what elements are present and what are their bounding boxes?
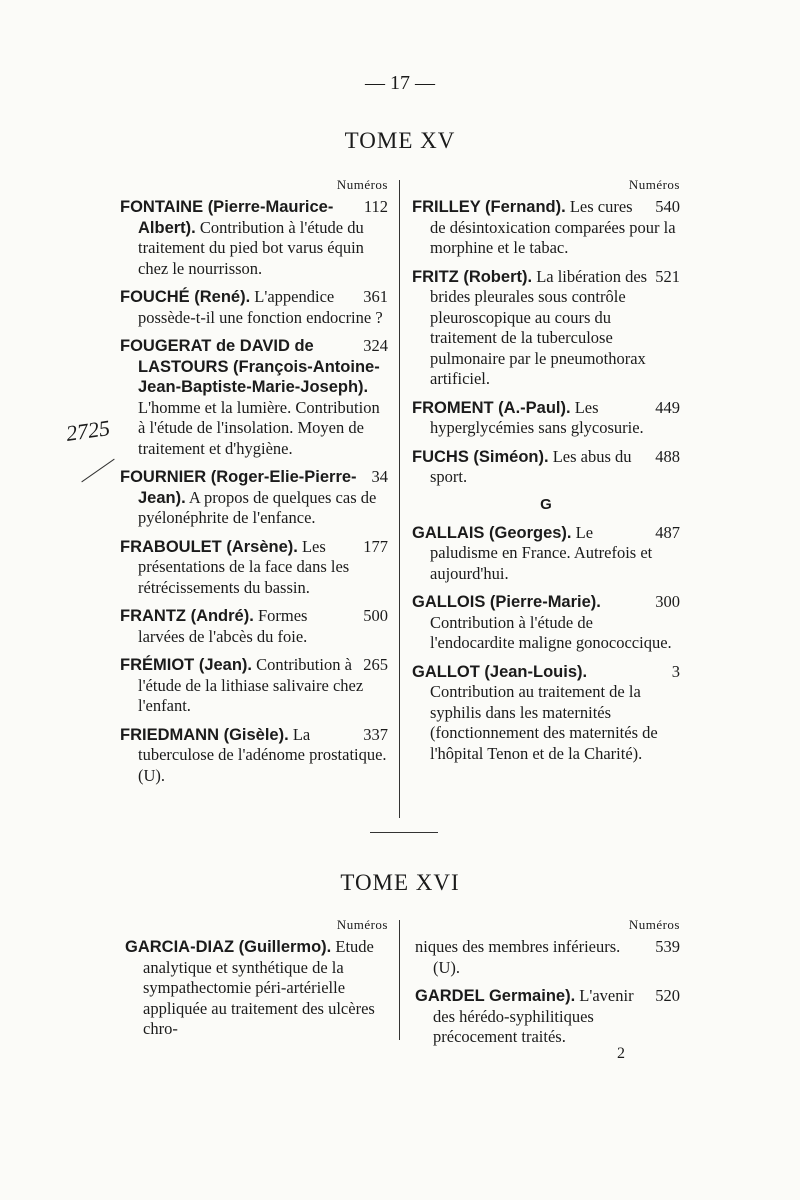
index-entry (120, 606, 388, 647)
entry-number: 520 (655, 986, 680, 1005)
margin-pen-stroke (81, 459, 114, 483)
index-entry (120, 537, 388, 599)
entry-title: La libération des brides pleurales sous contrôle pleuroscopique au cours du traitement de la tuberculose pulmonaire par le pneumothorax artificiel. (430, 266, 648, 388)
entry-title: niques des membres inférieurs. (U). (415, 937, 621, 977)
entry-title: Contribution à l'étude de l'endocardite maligne gonococcique. (430, 612, 672, 652)
entry-text-block (415, 937, 680, 978)
entry-number: 324 (363, 336, 388, 355)
signature-mark: 2 (617, 1045, 625, 1062)
numeros-label: Numéros (628, 177, 680, 192)
index-entry (412, 267, 680, 390)
entry-number: 300 (655, 592, 680, 611)
entry-text-block (412, 592, 680, 654)
index-entry (120, 336, 388, 459)
page-number: — 17 — (365, 72, 435, 94)
entry-text-block (412, 662, 680, 765)
section-letter-g: G (540, 495, 552, 513)
entry-title: L'avenir des hérédo-syphilitiques précocement traités. (433, 986, 634, 1046)
entry-author: GARDEL Germaine). (415, 987, 576, 1005)
entry-number: 177 (363, 536, 388, 556)
entry-number: 34 (371, 467, 388, 486)
entry-text-block (415, 986, 680, 1048)
entry-text-block (120, 537, 388, 599)
numeros-label: Numéros (336, 917, 388, 932)
entry-number: 488 (655, 446, 680, 466)
entry-title: Le paludisme en France. Autrefois et aujourd'hui. (430, 522, 653, 583)
entry-author: GALLAIS (Georges). (412, 523, 572, 542)
entry-number: 539 (655, 937, 680, 956)
index-entry (412, 398, 680, 439)
entry-text-block (120, 467, 388, 529)
column-divider (399, 920, 400, 1040)
entry-author: FOUGERAT de DAVID de LASTOURS (François-Antoine-Jean-Baptiste-Marie-Joseph). (120, 337, 380, 396)
entry-number: 112 (363, 197, 388, 216)
entry-number: 540 (655, 197, 680, 216)
entry-author: FRANTZ (André). (120, 607, 254, 625)
entry-title: Les présentations de la face dans les rétrécissements du bassin. (138, 536, 350, 597)
entry-author: GALLOT (Jean-Louis). (412, 662, 588, 681)
entry-author: FRILLEY (Fernand). (412, 198, 566, 216)
entry-author: FROMENT (A.-Paul). (412, 398, 571, 417)
entry-title: Contribution à l'étude du traitement du pied bot varus équin chez le nourrisson. (138, 217, 364, 278)
index-entry (412, 523, 680, 585)
entry-text-block (120, 725, 388, 787)
tome-xvi-title: TOME XVI (340, 870, 460, 895)
entry-text-block (120, 336, 388, 459)
entry-number: 521 (655, 266, 680, 286)
entry-text-block (412, 267, 680, 390)
entry-title: A propos de quelques cas de pyélonéphrite de l'enfance. (138, 487, 377, 527)
entry-text-block (120, 197, 388, 279)
entry-text-block (120, 655, 388, 717)
entry-title: Les hyperglycémies sans glycosurie. (430, 397, 644, 437)
index-entry (415, 986, 680, 1048)
entry-text-block (125, 937, 388, 1040)
entry-text-block (412, 398, 680, 439)
index-entry (125, 937, 388, 1040)
index-entry (120, 655, 388, 717)
index-entry (120, 197, 388, 279)
entry-title: La tuberculose de l'adénome prostatique. (U). (138, 724, 387, 785)
index-entry (412, 592, 680, 654)
entry-text-block (412, 523, 680, 585)
tome-xv-left-column (120, 177, 388, 794)
entry-author: GARCIA-DIAZ (Guillermo). (125, 938, 332, 956)
index-entry (120, 287, 388, 328)
index-entry (120, 725, 388, 787)
entry-author: FRIEDMANN (Gisèle). (120, 725, 289, 744)
entry-author: FOURNIER (Roger-Elie-Pierre-Jean). (120, 468, 357, 507)
entry-number: 265 (363, 655, 388, 674)
entry-author: FRABOULET (Arsène). (120, 537, 298, 556)
entry-author: FRITZ (Robert). (412, 267, 533, 286)
entry-author: GALLOIS (Pierre-Marie). (412, 593, 601, 611)
section-separator (370, 832, 438, 833)
entry-text-block (120, 287, 388, 328)
entry-title: Formes larvées de l'abcès du foie. (138, 606, 308, 646)
entry-author: FOUCHÉ (René). (120, 288, 251, 306)
tome-xv-right-column (412, 177, 680, 772)
entry-title: L'appendice possède-t-il une fonction endocrine ? (138, 287, 383, 327)
tome-xvi-right-column (415, 917, 680, 1056)
entry-text-block (120, 606, 388, 647)
numeros-label: Numéros (628, 917, 680, 932)
entry-title: Les abus du sport. (430, 446, 632, 486)
entry-title: L'homme et la lumière. Contribution à l'étude de l'insolation. Moyen de traitement et d'hygiène. (138, 397, 380, 458)
entry-number: 449 (655, 397, 680, 417)
entry-title: Contribution au traitement de la syphilis dans les maternités (fonctionnement des maternités de l'hôpital Tenon et de la Charité). (430, 682, 658, 763)
handwritten-margin-note: 2725 (64, 415, 112, 446)
index-entry (415, 937, 680, 978)
entry-author: FUCHS (Siméon). (412, 447, 549, 466)
entry-text-block (412, 447, 680, 488)
entry-number: 337 (363, 724, 388, 744)
entry-text-block (412, 197, 680, 259)
entry-author: FRÉMIOT (Jean). (120, 656, 253, 674)
entry-number: 487 (655, 522, 680, 542)
numeros-label: Numéros (336, 177, 388, 192)
entry-title: Contribution à l'étude de la lithiase salivaire chez l'enfant. (138, 655, 364, 715)
tome-xv-title: TOME XV (344, 128, 456, 153)
index-entry (120, 467, 388, 529)
tome-xvi-left-column (125, 917, 388, 1048)
entry-title: Etude analytique et synthétique de la sympathectomie péri-artérielle appliquée au traitement des ulcères chro- (143, 937, 375, 1038)
entry-author: FONTAINE (Pierre-Maurice-Albert). (120, 198, 334, 237)
entry-number: 361 (363, 287, 388, 306)
index-entry (412, 662, 680, 765)
entry-number: 500 (363, 606, 388, 625)
index-entry (412, 197, 680, 259)
entry-number: 3 (671, 661, 680, 681)
entry-title: Les cures de désintoxication comparées pour la morphine et le tabac. (430, 197, 676, 257)
index-entry (412, 447, 680, 488)
column-divider (399, 180, 400, 818)
